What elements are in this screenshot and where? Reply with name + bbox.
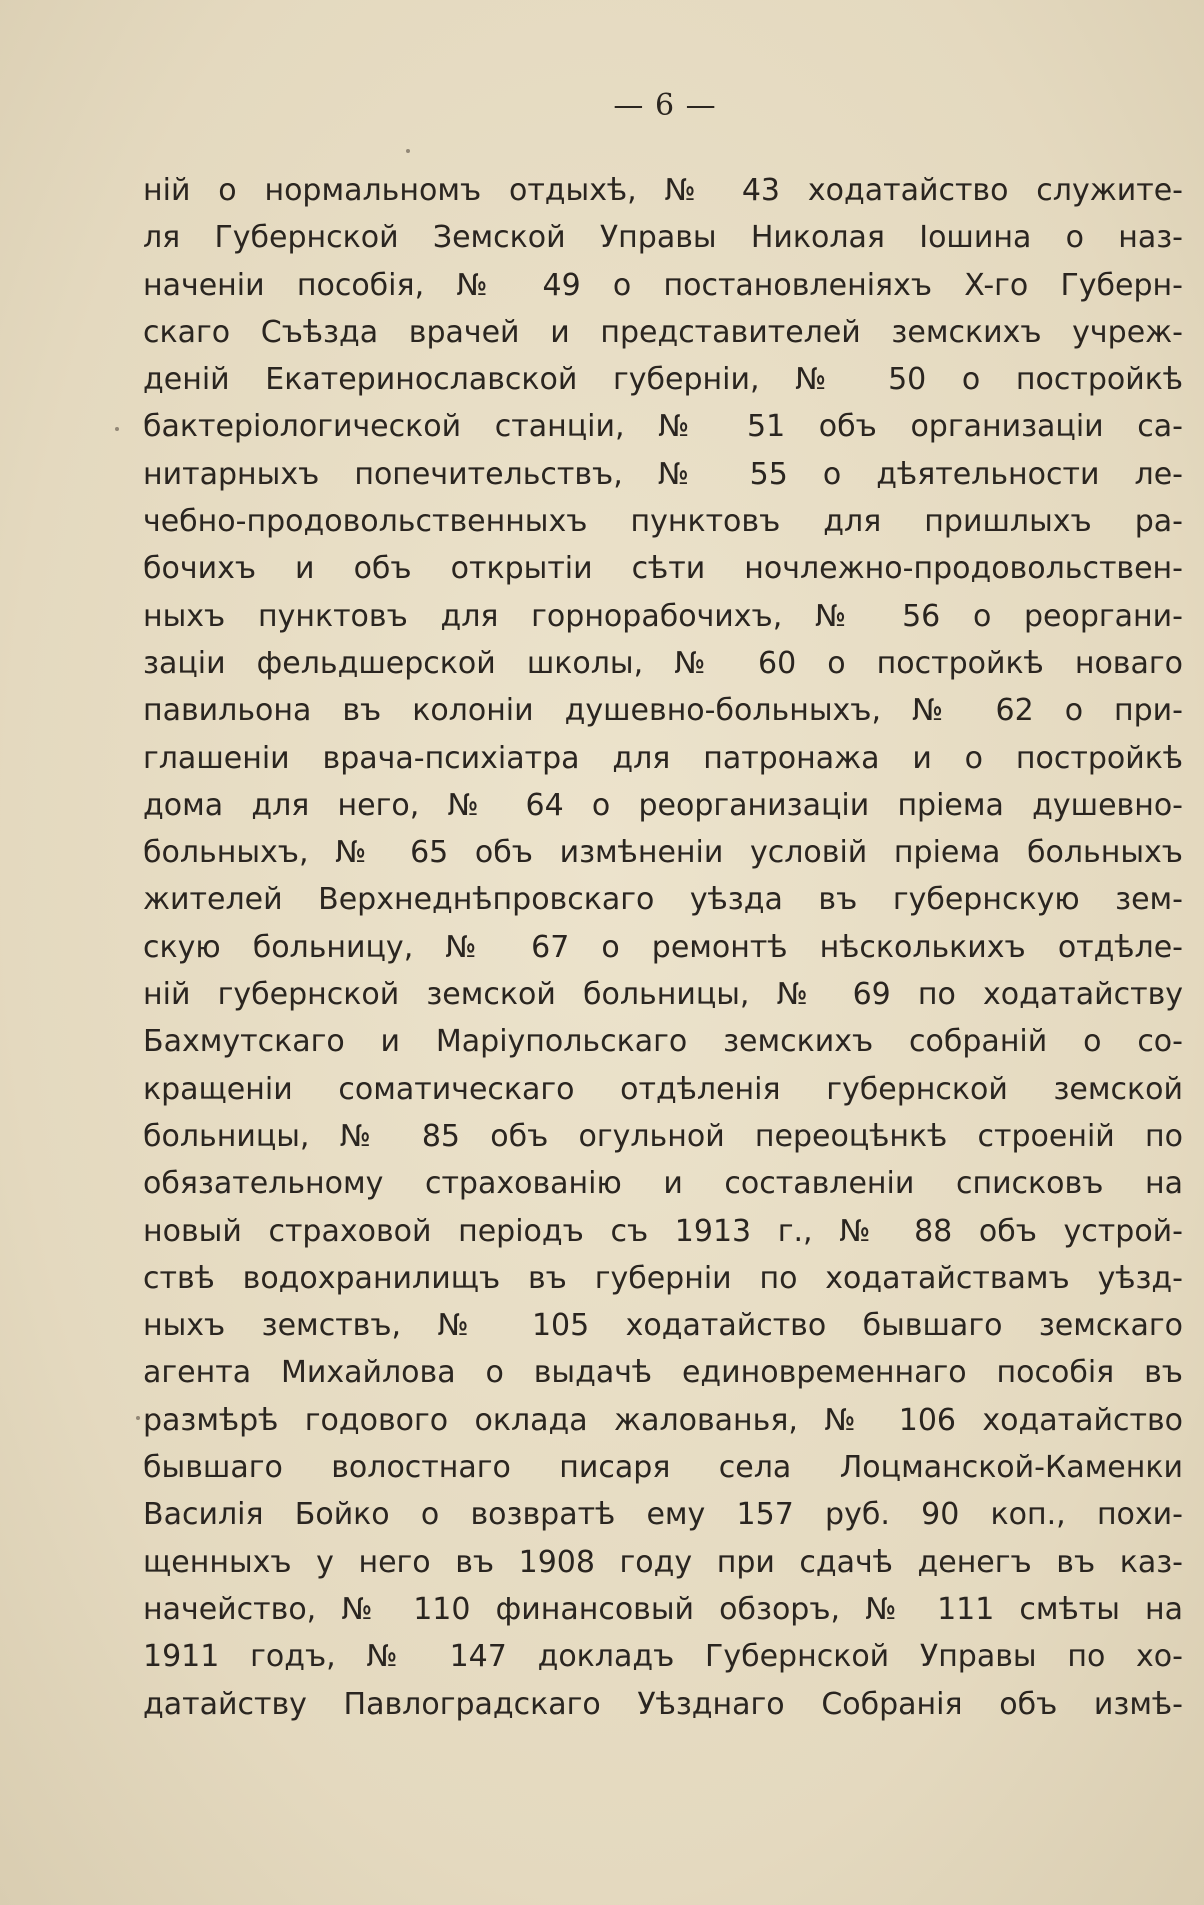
text-line: Бахмутскаго и Маріупольскаго земскихъ собраній о со- <box>143 1024 1183 1060</box>
text-line: ныхъ земствъ, № 105 ходатайство бывшаго земскаго <box>143 1308 1183 1344</box>
text-line: бывшаго волостнаго писаря села Лоцманской-Каменки <box>143 1450 1183 1486</box>
page-number: — 6 — <box>613 88 717 123</box>
text-line: щенныхъ у него въ 1908 году при сдачѣ денегъ въ каз- <box>143 1544 1183 1580</box>
paper-speck <box>136 1416 140 1420</box>
body-text <box>143 167 1183 1728</box>
text-line: кращеніи соматическаго отдѣленія губернской земской <box>143 1071 1183 1107</box>
text-line: жителей Верхнеднѣпровскаго уѣзда въ губернскую зем- <box>143 882 1183 918</box>
text-line: наченіи пособія, № 49 о постановленіяхъ X-го Губерн- <box>143 267 1183 303</box>
text-line: обязательному страхованію и составленіи списковъ на <box>143 1166 1183 1202</box>
text-line: ній губернской земской больницы, № 69 по ходатайству <box>143 977 1183 1013</box>
text-line: бактеріологической станціи, № 51 объ организаціи са- <box>143 409 1183 445</box>
text-line: ля Губернской Земской Управы Николая Іошина о наз- <box>143 220 1183 256</box>
text-line: больницы, № 85 объ огульной переоцѣнкѣ строеній по <box>143 1118 1183 1154</box>
text-line: павильона въ колоніи душевно-больныхъ, № 62 о при- <box>143 693 1183 729</box>
text-line: дома для него, № 64 о реорганизаціи пріема душевно- <box>143 787 1183 823</box>
text-line: начейство, № 110 финансовый обзоръ, № 111 смѣты на <box>143 1591 1183 1627</box>
text-line: новый страховой періодъ съ 1913 г., № 88 объ устрой- <box>143 1213 1183 1249</box>
text-line: датайству Павлоградскаго Уѣзднаго Собранія объ измѣ- <box>143 1686 1183 1722</box>
text-line: бочихъ и объ открытіи сѣти ночлежно-продовольствен- <box>143 551 1183 587</box>
text-line: нитарныхъ попечительствъ, № 55 о дѣятельности ле- <box>143 456 1183 492</box>
text-line: глашеніи врача-психіатра для патронажа и о постройкѣ <box>143 740 1183 776</box>
text-line: ствѣ водохранилищъ въ губерніи по ходатайствамъ уѣзд- <box>143 1260 1183 1296</box>
text-line: чебно-продовольственныхъ пунктовъ для пришлыхъ ра- <box>143 504 1183 540</box>
text-line: деній Екатеринославской губерніи, № 50 о постройкѣ <box>143 362 1183 398</box>
text-line: больныхъ, № 65 объ измѣненіи условій пріема больныхъ <box>143 835 1183 871</box>
text-line: Василія Бойко о возвратѣ ему 157 руб. 90 коп., похи- <box>143 1497 1183 1533</box>
text-line: заціи фельдшерской школы, № 60 о постройкѣ новаго <box>143 645 1183 681</box>
text-line: агента Михайлова о выдачѣ единовременнаго пособія въ <box>143 1355 1183 1391</box>
paper-speck <box>406 149 410 153</box>
text-line: ныхъ пунктовъ для горнорабочихъ, № 56 о реоргани- <box>143 598 1183 634</box>
paper-speck <box>115 427 119 431</box>
text-line: скую больницу, № 67 о ремонтѣ нѣсколькихъ отдѣле- <box>143 929 1183 965</box>
text-line: 1911 годъ, № 147 докладъ Губернской Управы по хо- <box>143 1639 1183 1675</box>
text-line: скаго Съѣзда врачей и представителей земскихъ учреж- <box>143 314 1183 350</box>
text-line: ній о нормальномъ отдыхѣ, № 43 ходатайство служите- <box>143 173 1183 208</box>
text-line: размѣрѣ годового оклада жалованья, № 106 ходатайство <box>143 1402 1183 1438</box>
